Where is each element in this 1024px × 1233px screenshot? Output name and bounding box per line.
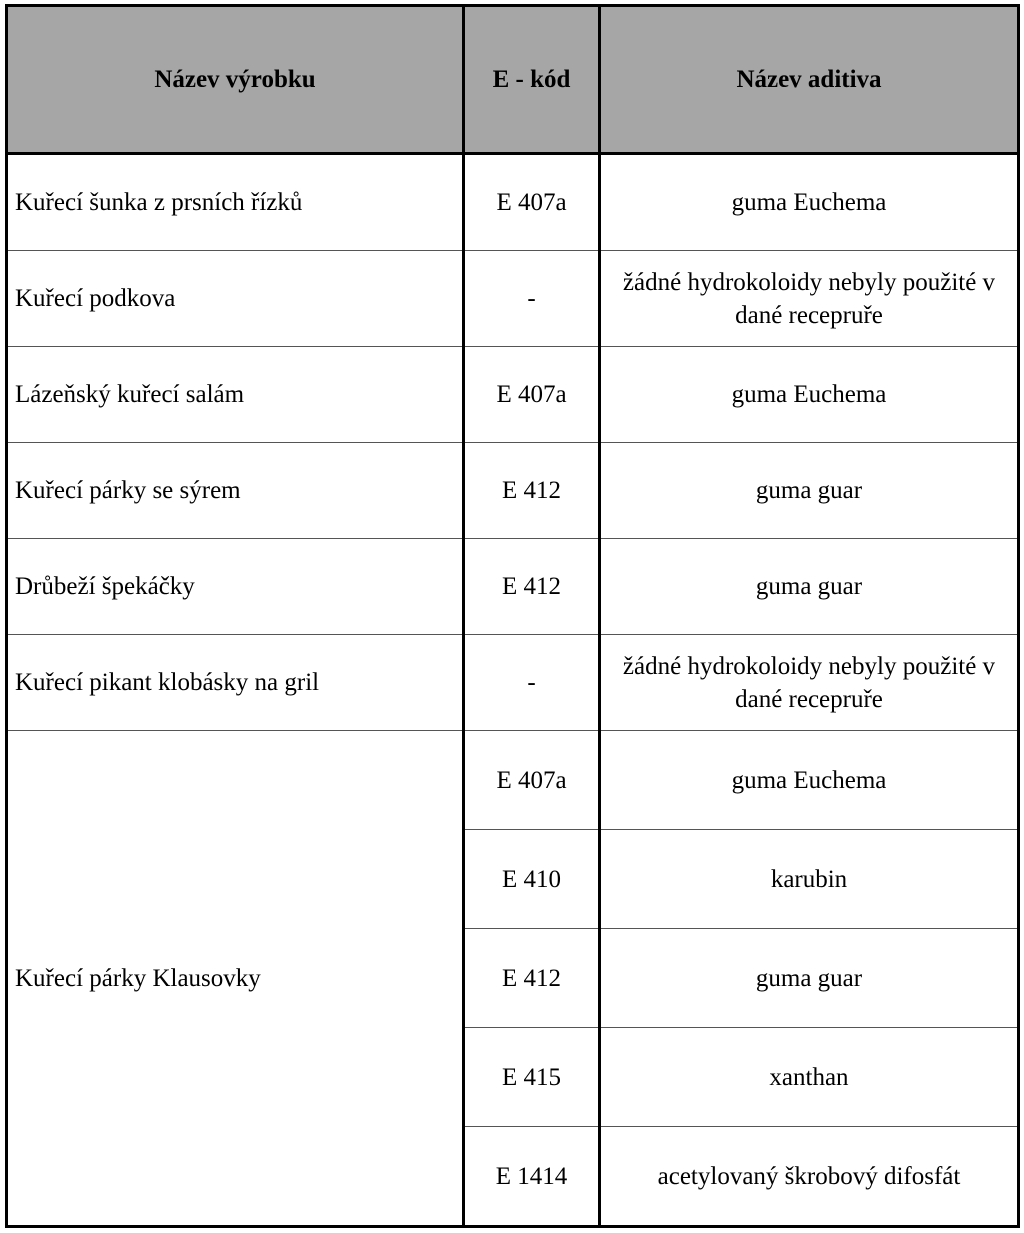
e-code: E 415 [464,1028,600,1127]
additive-name: acetylovaný škrobový difosfát [600,1127,1019,1227]
e-code: E 1414 [464,1127,600,1227]
additive-name: xanthan [600,1028,1019,1127]
table-row [7,539,1019,635]
additive-name: žádné hydrokoloidy nebyly použité v dané recepruře [600,635,1019,731]
e-code: E 410 [464,830,600,929]
additive-name: guma Euchema [600,347,1019,443]
product-name: Lázeňský kuřecí salám [7,347,464,443]
additive-name: žádné hydrokoloidy nebyly použité v dané recepruře [600,251,1019,347]
e-code: E 412 [464,539,600,635]
e-code: E 412 [464,443,600,539]
product-name: Kuřecí podkova [7,251,464,347]
additive-name: karubin [600,830,1019,929]
additive-name: guma guar [600,929,1019,1028]
product-name: Drůbeží špekáčky [7,539,464,635]
e-code: - [464,251,600,347]
header-code: E - kód [464,6,600,154]
e-code: E 407a [464,731,600,830]
header-product: Název výrobku [7,6,464,154]
additive-name: guma guar [600,539,1019,635]
additives-table [5,4,1020,1228]
table-row [7,154,1019,251]
table-row [7,251,1019,347]
table-row [7,635,1019,731]
header-row [7,6,1019,154]
product-name: Kuřecí párky se sýrem [7,443,464,539]
e-code: E 407a [464,154,600,251]
product-name: Kuřecí šunka z prsních řízků [7,154,464,251]
additive-name: guma guar [600,443,1019,539]
e-code: - [464,635,600,731]
product-name: Kuřecí párky Klausovky [7,731,464,1227]
e-code: E 407a [464,347,600,443]
product-name: Kuřecí pikant klobásky na gril [7,635,464,731]
table-row [7,443,1019,539]
additive-name: guma Euchema [600,154,1019,251]
table-container [5,4,1020,1228]
additive-name: guma Euchema [600,731,1019,830]
header-additive: Název aditiva [600,6,1019,154]
table-row [7,731,1019,830]
table-row [7,347,1019,443]
e-code: E 412 [464,929,600,1028]
